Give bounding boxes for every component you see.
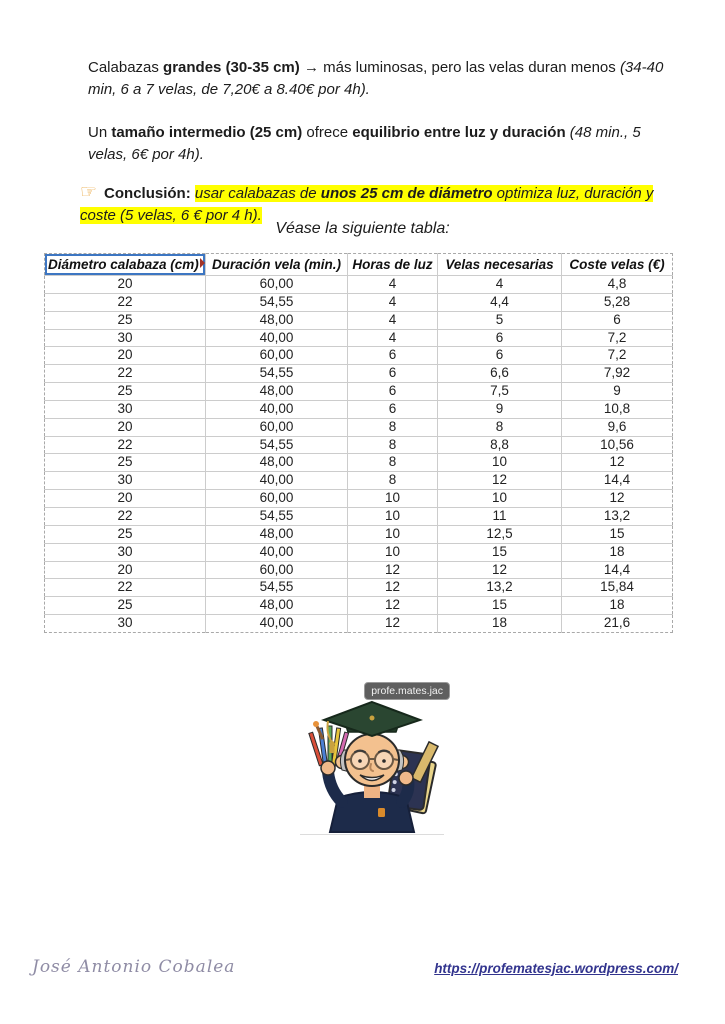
table-cell: 6 <box>562 311 673 329</box>
table-row <box>45 436 673 454</box>
table-cell: 4 <box>348 293 438 311</box>
table-cell: 7,2 <box>562 347 673 365</box>
table-cell: 54,55 <box>206 436 348 454</box>
table-cell: 8 <box>348 418 438 436</box>
table-row <box>45 347 673 365</box>
table-cell: 12,5 <box>438 525 562 543</box>
table-cell: 12 <box>348 615 438 633</box>
table-cell: 25 <box>45 311 206 329</box>
table-cell: 10 <box>438 454 562 472</box>
table-cell: 10 <box>348 490 438 508</box>
table-cell: 54,55 <box>206 507 348 525</box>
table-row <box>45 543 673 561</box>
header-diametro <box>45 254 206 276</box>
teacher-avatar <box>292 680 452 835</box>
table-row <box>45 293 673 311</box>
table-cell: 48,00 <box>206 525 348 543</box>
table-row <box>45 490 673 508</box>
table-cell: 4,8 <box>562 276 673 294</box>
table-cell: 14,4 <box>562 472 673 490</box>
table-cell: 40,00 <box>206 400 348 418</box>
table-cell: 12 <box>438 561 562 579</box>
table-cell: 4 <box>438 276 562 294</box>
table-cell: 40,00 <box>206 543 348 561</box>
table-cell: 30 <box>45 329 206 347</box>
table-cell: 30 <box>45 400 206 418</box>
conclusion-highlight-bold: unos 25 cm de diámetro <box>320 185 493 202</box>
table-cell: 60,00 <box>206 347 348 365</box>
table-row <box>45 400 673 418</box>
table-cell: 20 <box>45 561 206 579</box>
table-row <box>45 561 673 579</box>
avatar-shadow-line <box>300 834 444 835</box>
p1-text2: → más luminosas, pero las velas duran menos <box>299 59 620 76</box>
table-cell: 6 <box>348 383 438 401</box>
table-row <box>45 507 673 525</box>
table-body <box>45 276 673 633</box>
table-cell: 8 <box>348 472 438 490</box>
paragraph-medium-pumpkins <box>88 122 682 165</box>
p1-text: Calabazas <box>88 59 164 76</box>
table-cell: 60,00 <box>206 276 348 294</box>
table-cell: 54,55 <box>206 365 348 383</box>
table-cell: 15,84 <box>562 579 673 597</box>
p1-italic: (34-40 min, 6 a 7 velas, de 7,20€ a 8.40€ por 4h). <box>88 59 664 98</box>
table-cell: 30 <box>45 472 206 490</box>
table-cell: 54,55 <box>206 579 348 597</box>
table-cell: 60,00 <box>206 561 348 579</box>
table-cell: 18 <box>562 543 673 561</box>
blog-link[interactable]: https://profematesjac.wordpress.com/ <box>434 961 678 976</box>
p2-text: Un <box>88 124 112 141</box>
table-cell: 13,2 <box>562 507 673 525</box>
table-cell: 54,55 <box>206 293 348 311</box>
table-cell: 15 <box>562 525 673 543</box>
table-cell: 20 <box>45 347 206 365</box>
table-row <box>45 472 673 490</box>
pumpkin-candle-table <box>44 253 673 633</box>
table-cell: 4 <box>348 276 438 294</box>
table-cell: 7,2 <box>562 329 673 347</box>
table-cell: 30 <box>45 615 206 633</box>
table-cell: 6,6 <box>438 365 562 383</box>
table-cell: 9 <box>562 383 673 401</box>
conclusion-highlight-1: usar calabazas de <box>194 185 321 202</box>
table-cell: 22 <box>45 507 206 525</box>
table-cell: 25 <box>45 525 206 543</box>
p2-italic: (48 min., 5 velas, 6€ por 4h). <box>88 124 641 163</box>
table-cell: 30 <box>45 543 206 561</box>
table-cell: 4,4 <box>438 293 562 311</box>
table-cell: 8 <box>348 436 438 454</box>
header-horas: Horas de luz <box>348 254 438 276</box>
table-cell: 10 <box>348 543 438 561</box>
table-cell: 20 <box>45 276 206 294</box>
table-row <box>45 597 673 615</box>
table-cell: 10 <box>348 525 438 543</box>
table-cell: 12 <box>562 454 673 472</box>
table-row <box>45 329 673 347</box>
table-cell: 9 <box>438 400 562 418</box>
table-cell: 48,00 <box>206 597 348 615</box>
table-cell: 5,28 <box>562 293 673 311</box>
table-cell: 15 <box>438 543 562 561</box>
table-cell: 6 <box>348 365 438 383</box>
table-row <box>45 418 673 436</box>
table-cell: 22 <box>45 579 206 597</box>
table-row <box>45 365 673 383</box>
table-cell: 21,6 <box>603 615 631 631</box>
table-header-row <box>45 254 673 276</box>
table-cell: 7,92 <box>562 365 673 383</box>
table-row <box>45 454 673 472</box>
table-cell: 12 <box>348 561 438 579</box>
pointing-hand-icon: ☞ <box>80 181 98 203</box>
table-cell: 9,6 <box>562 418 673 436</box>
table-row <box>45 579 673 597</box>
table-cell: 25 <box>45 454 206 472</box>
table-cell: 10,8 <box>562 400 673 418</box>
table-cell: 22 <box>45 436 206 454</box>
p2-text2: ofrece <box>302 124 353 141</box>
table-cell: 8 <box>348 454 438 472</box>
table-cell: 48,00 <box>206 454 348 472</box>
header-coste: Coste velas (€) <box>562 254 673 276</box>
header-velas: Velas necesarias <box>438 254 562 276</box>
p1-bold: grandes (30-35 cm) <box>163 59 300 76</box>
table-cell: 6 <box>438 329 562 347</box>
header-diametro-label: Diámetro calabaza (cm) <box>48 257 199 272</box>
table-cell: 18 <box>562 597 673 615</box>
table-cell: 11 <box>438 507 562 525</box>
table-cell: 14,4 <box>562 561 673 579</box>
avatar-name-badge: profe.mates.jac <box>364 682 450 700</box>
table-cell: 10 <box>438 490 562 508</box>
table-cell: 40,00 <box>206 329 348 347</box>
table-cell: 60,00 <box>206 418 348 436</box>
table-cell: 12 <box>348 597 438 615</box>
author-signature: José Antonio Cobalea <box>32 957 236 977</box>
table-cell: 20 <box>45 490 206 508</box>
table-caption: Véase la siguiente tabla: <box>275 220 450 237</box>
conclusion-label: Conclusión: <box>104 185 195 202</box>
table-cell: 12 <box>438 472 562 490</box>
paragraph-large-pumpkins <box>88 57 682 100</box>
conclusion-highlight-2: optimiza luz, duración y coste (5 velas, 6 € por 4 h). <box>80 185 654 224</box>
table-cell: 15 <box>438 597 562 615</box>
table-cell: 48,00 <box>206 383 348 401</box>
table-cell: 8,8 <box>438 436 562 454</box>
table-cell: 5 <box>438 311 562 329</box>
table-cell: 6 <box>348 347 438 365</box>
table-cell: 25 <box>45 597 206 615</box>
table-cell: 4 <box>348 311 438 329</box>
table-row <box>45 615 673 633</box>
table-row <box>45 383 673 401</box>
table-row <box>45 525 673 543</box>
table-cell: 40,00 <box>206 472 348 490</box>
table-cell: 18 <box>438 615 562 633</box>
table-row <box>45 311 673 329</box>
table-cell: 20 <box>45 418 206 436</box>
p2-bold2: equilibrio entre luz y duración <box>352 124 566 141</box>
table-cell: 6 <box>438 347 562 365</box>
p2-bold: tamaño intermedio (25 cm) <box>111 124 303 141</box>
table-row <box>45 276 673 294</box>
header-duracion: Duración vela (min.) <box>206 254 348 276</box>
table-cell: 10,56 <box>562 436 673 454</box>
table-cell: 12 <box>348 579 438 597</box>
table-cell: 22 <box>45 293 206 311</box>
table-cell: 40,00 <box>206 615 348 633</box>
table-cell: 7,5 <box>438 383 562 401</box>
table-cell: 22 <box>45 365 206 383</box>
table-cell: 25 <box>45 383 206 401</box>
table-cell: 10 <box>348 507 438 525</box>
data-table-wrapper <box>44 253 673 633</box>
table-cell: 6 <box>348 400 438 418</box>
table-cell: 8 <box>438 418 562 436</box>
table-cell: 12 <box>562 490 673 508</box>
table-cell: 48,00 <box>206 311 348 329</box>
table-cell: 4 <box>348 329 438 347</box>
table-cell: 13,2 <box>438 579 562 597</box>
teacher-avatar-illustration <box>292 680 452 835</box>
overflow-arrow-icon <box>200 258 205 268</box>
table-cell: 60,00 <box>206 490 348 508</box>
